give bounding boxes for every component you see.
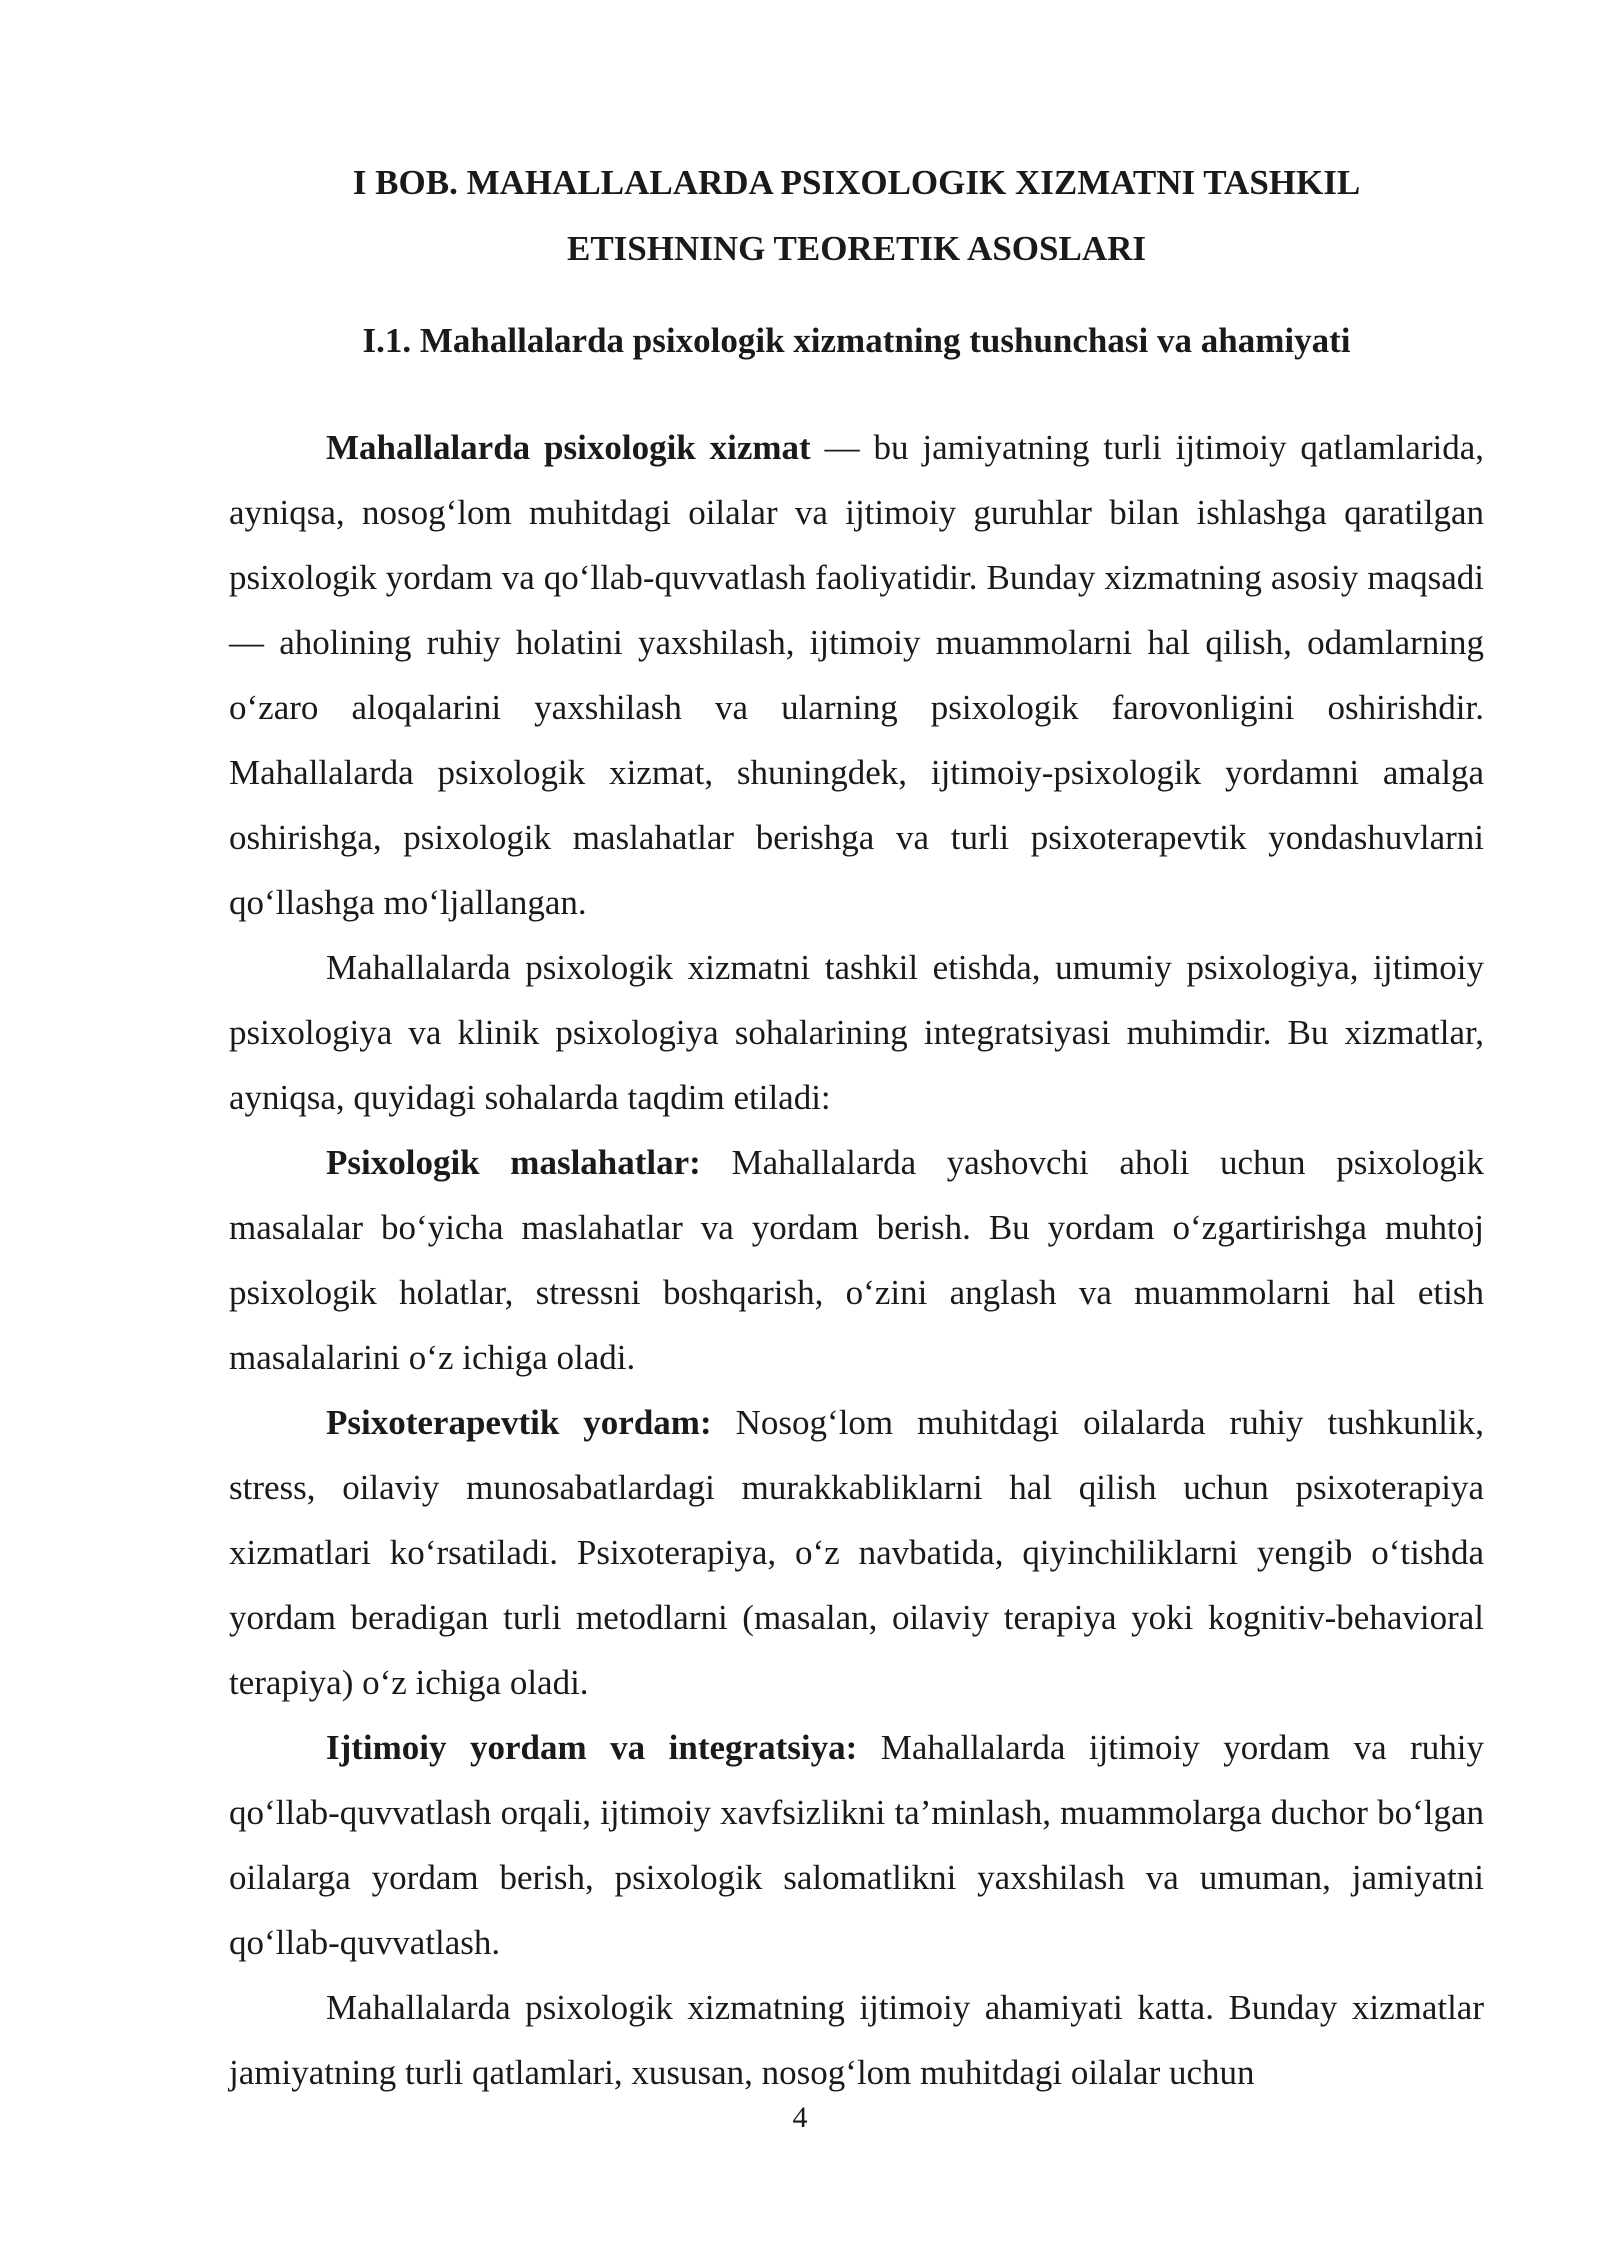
section-title: I.1. Mahallalarda psixologik xizmatning tushunchasi va ahamiyati (362, 321, 1351, 360)
paragraph-integration (229, 935, 1484, 1130)
paragraph-psychotherapy (229, 1390, 1484, 1715)
chapter-title-line-1: I BOB. MAHALLALARDA PSIXOLOGIK XIZMATNI TASHKIL (352, 163, 1361, 202)
significance-text: Mahallalarda psixologik xizmatning ijtimoiy ahamiyati katta. Bunday xizmatlar jamiyatning turli qatlamlari, xususan, nosog‘lom muhitdagi oilalar uchun (229, 1988, 1484, 2092)
social-support-text: Mahallalarda ijtimoiy yordam va ruhiy qo‘llab-quvvatlash orqali, ijtimoiy xavfsizlikni ta’minlash, muammolarga duchor bo‘lgan oilalarga yordam berish, psixologik salomatlikni yaxshilash va umuman, jamiyatni qo‘llab-quvvatlash. (229, 1728, 1485, 1962)
definition-text: — bu jamiyatning turli ijtimoiy qatlamlarida, ayniqsa, nosog‘lom muhitdagi oilalar va ijtimoiy guruhlar bilan ishlashga qaratilgan psixologik yordam va qo‘llab-quvvatlash faoliyatidir. Bunday xizmatning asosiy maqsadi — aholining ruhiy holatini yaxshilash, ijtimoiy muammolarni hal qilish, odamlarning o‘zaro aloqalarini yaxshilash va ularning psixologik farovonligini oshirishdir. Mahallalarda psixologik xizmat, shuningdek, ijtimoiy-psixologik yordamni amalga oshirishga, psixologik maslahatlar berishga va turli psixoterapevtik yondashuvlarni qo‘llashga mo‘ljallangan. (229, 428, 1484, 922)
paragraph-definition (229, 415, 1484, 935)
integration-text: Mahallalarda psixologik xizmatni tashkil etishda, umumiy psixologiya, ijtimoiy psixologiya va klinik psixologiya sohalarining integratsiyasi muhimdir. Bu xizmatlar, ayniqsa, quyidagi sohalarda taqdim etiladi: (229, 948, 1484, 1117)
psychotherapy-text: Nosog‘lom muhitdagi oilalarda ruhiy tushkunlik, stress, oilaviy munosabatlardagi murakkabliklarni hal qilish uchun psixoterapiya xizmatlari ko‘rsatiladi. Psixoterapiya, o‘z navbatida, qiyinchiliklarni yengib o‘tishda yordam beradigan turli metodlarni (masalan, oilaviy terapiya yoki kognitiv-behavioral terapiya) o‘z ichiga oladi. (229, 1403, 1484, 1702)
paragraph-social-support (229, 1715, 1484, 1975)
psychotherapy-term: Psixoterapevtik yordam: (326, 1403, 712, 1442)
chapter-title-line-2: ETISHNING TEORETIK ASOSLARI (566, 229, 1146, 268)
definition-term: Mahallalarda psixologik xizmat (326, 428, 811, 467)
paragraph-counseling (229, 1130, 1484, 1390)
social-support-term: Ijtimoiy yordam va integratsiya: (326, 1728, 858, 1767)
chapter-title (229, 150, 1484, 282)
counseling-text: Mahallalarda yashovchi aholi uchun psixologik masalalar bo‘yicha maslahatlar va yordam berish. Bu yordam o‘zgartirishga muhtoj psixologik holatlar, stressni boshqarish, o‘zini anglash va muammolarni hal etish masalalarini o‘z ichiga oladi. (229, 1143, 1484, 1377)
paragraph-significance (229, 1975, 1484, 2105)
page-number: 4 (792, 2101, 808, 2134)
counseling-term: Psixologik maslahatlar: (326, 1143, 701, 1182)
body-text (229, 415, 1484, 2105)
